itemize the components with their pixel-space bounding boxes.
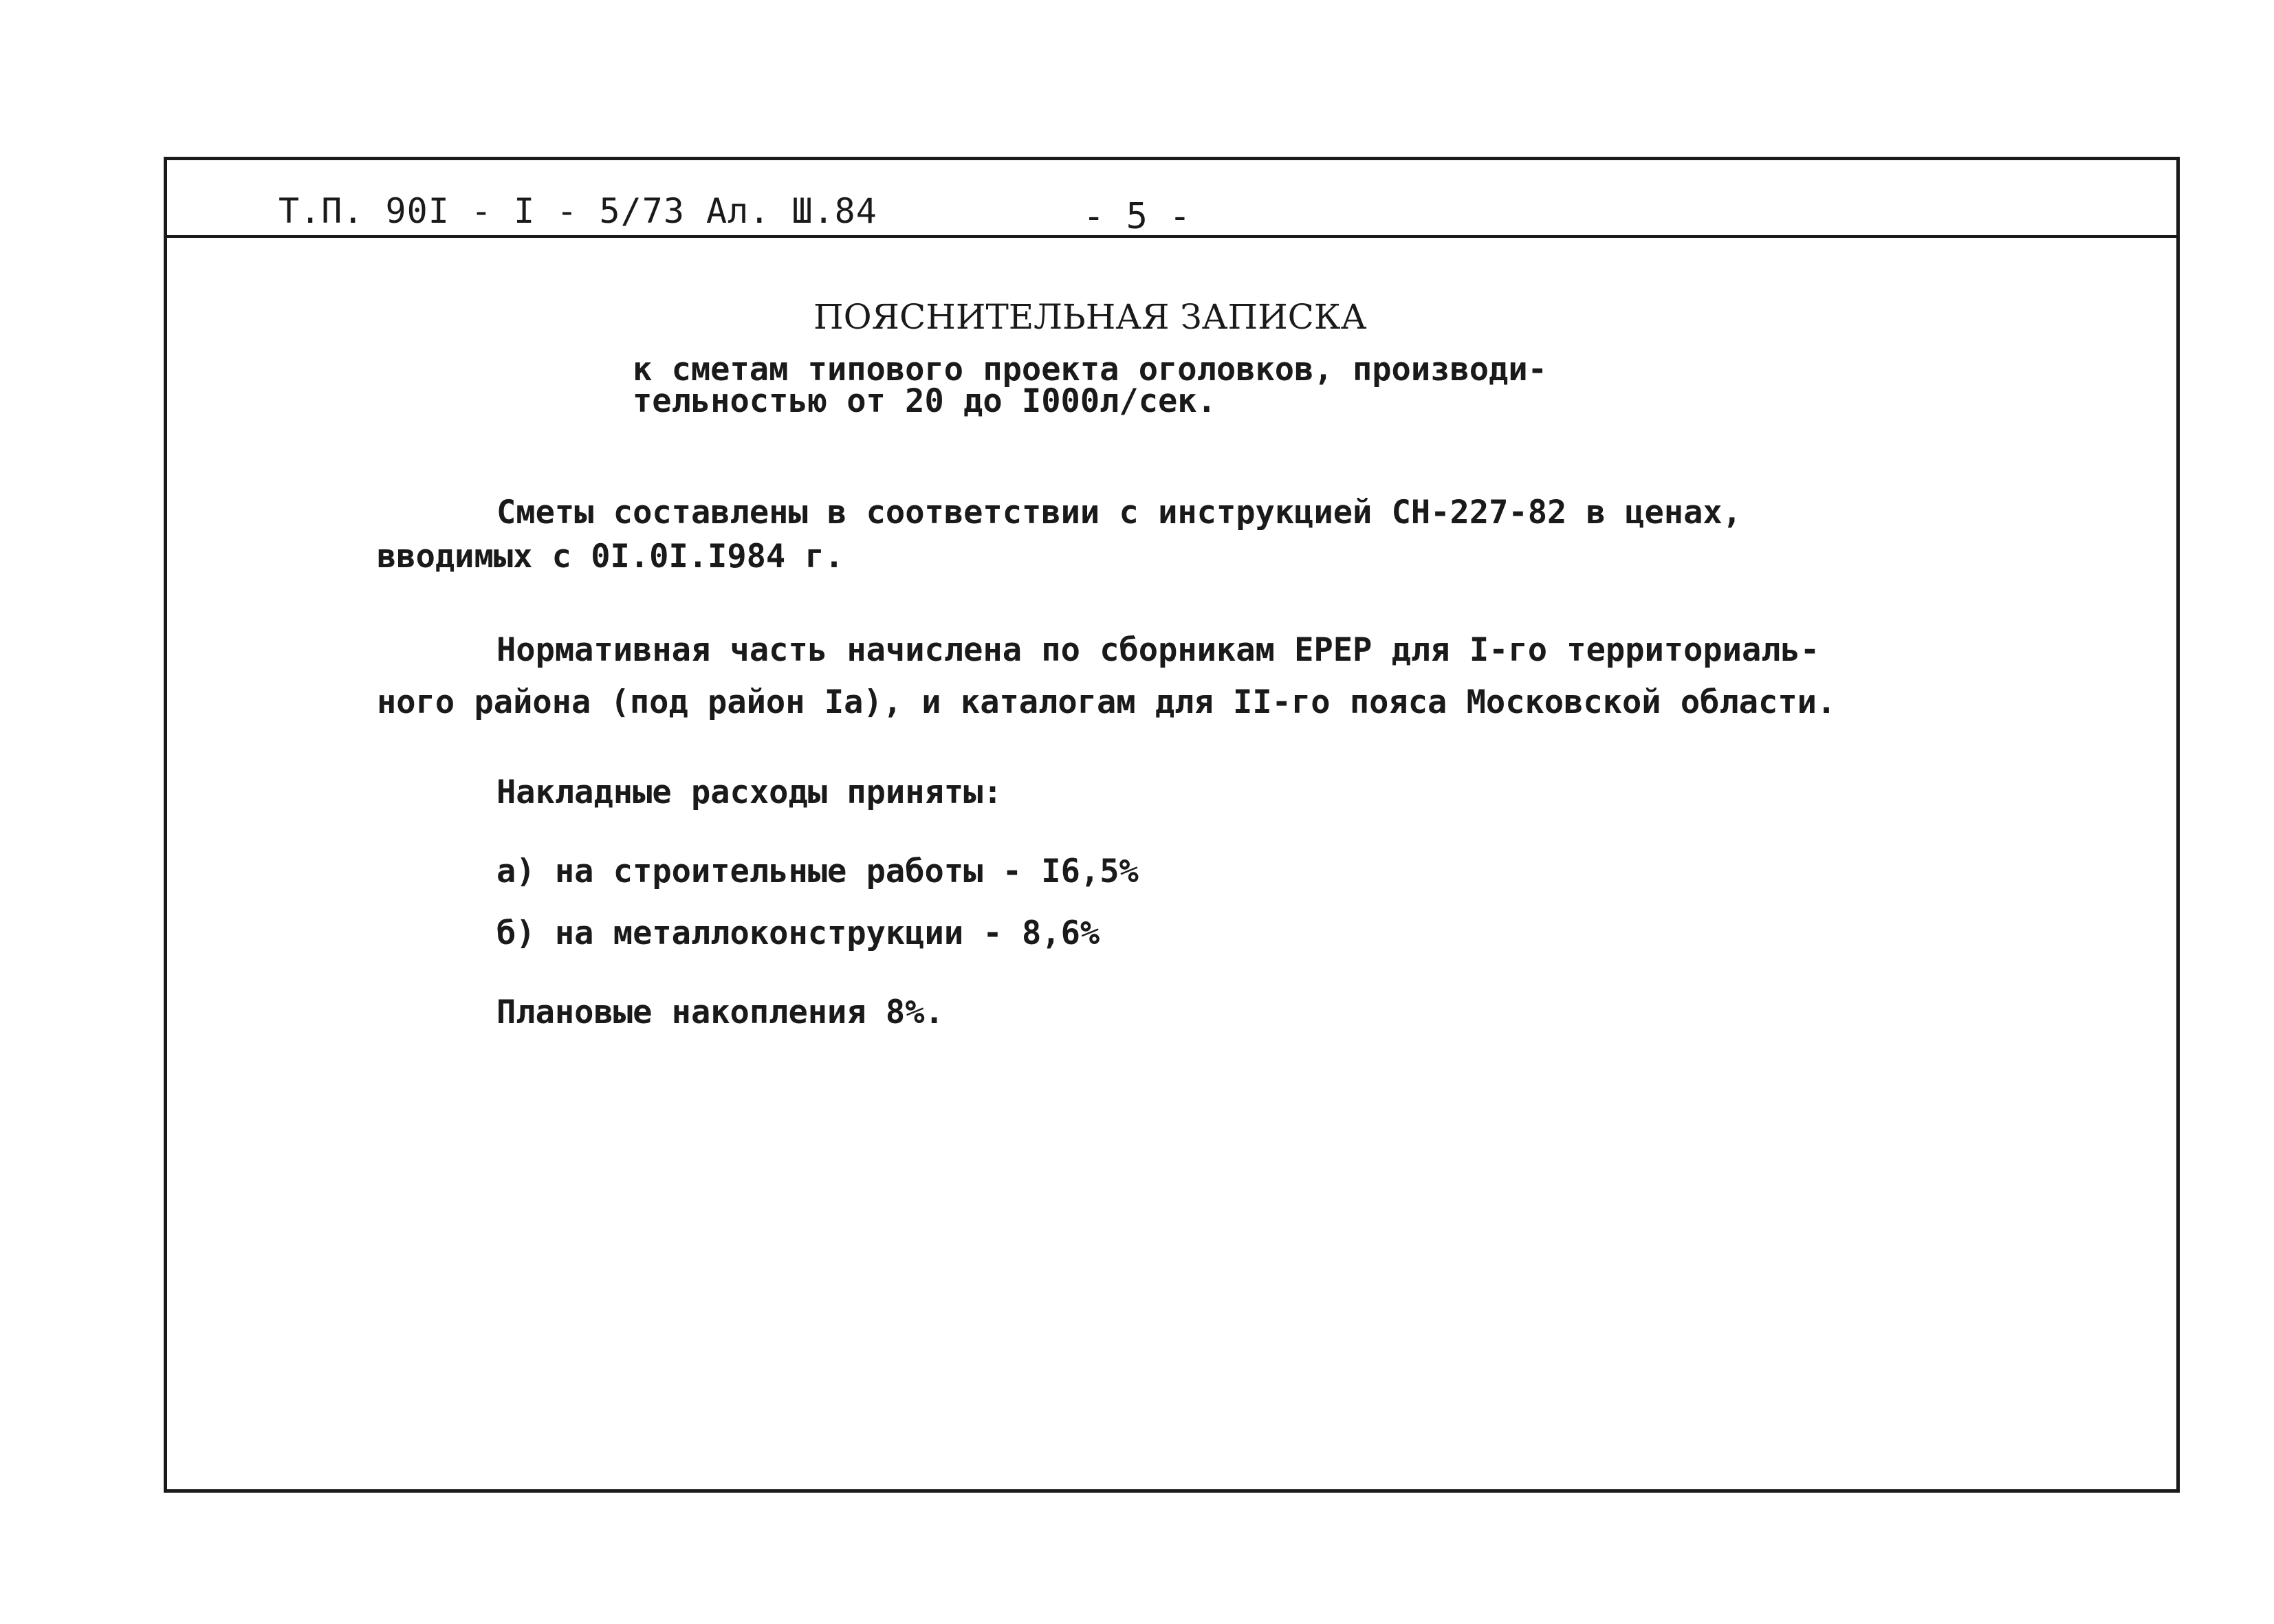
page-number: - 5 - [1083,196,1191,237]
paragraph-estimates-line-2: вводимых с 0I.0I.I984 г. [377,538,844,575]
planned-savings: Плановые накопления 8%. [496,994,944,1031]
overhead-heading: Накладные расходы приняты: [496,773,1003,811]
subtitle-line-1: к сметам типового проекта оголовков, производи- [633,351,1547,388]
subtitle-line-2: тельностью от 20 до I000л/сек. [633,382,1216,420]
paragraph-normative-line-2: ного района (под район Iа), и каталогам для II-го пояса Московской области. [377,683,1837,721]
overhead-item-a: а) на строительные работы - I6,5% [496,853,1139,890]
overhead-item-b: б) на металлоконструкции - 8,6% [496,914,1100,952]
paragraph-estimates-line-1: Сметы составлены в соответствии с инструкцией СН-227-82 в ценах, [496,494,1742,531]
paragraph-normative-line-1: Нормативная часть начислена по сборникам ЕРЕР для I-го территориаль- [496,631,1820,669]
document-code: Т.П. 90I - I - 5/73 Ал. Ш.84 [278,191,877,231]
document-title: ПОЯСНИТЕЛЬНАЯ ЗАПИСКА [813,297,1367,337]
